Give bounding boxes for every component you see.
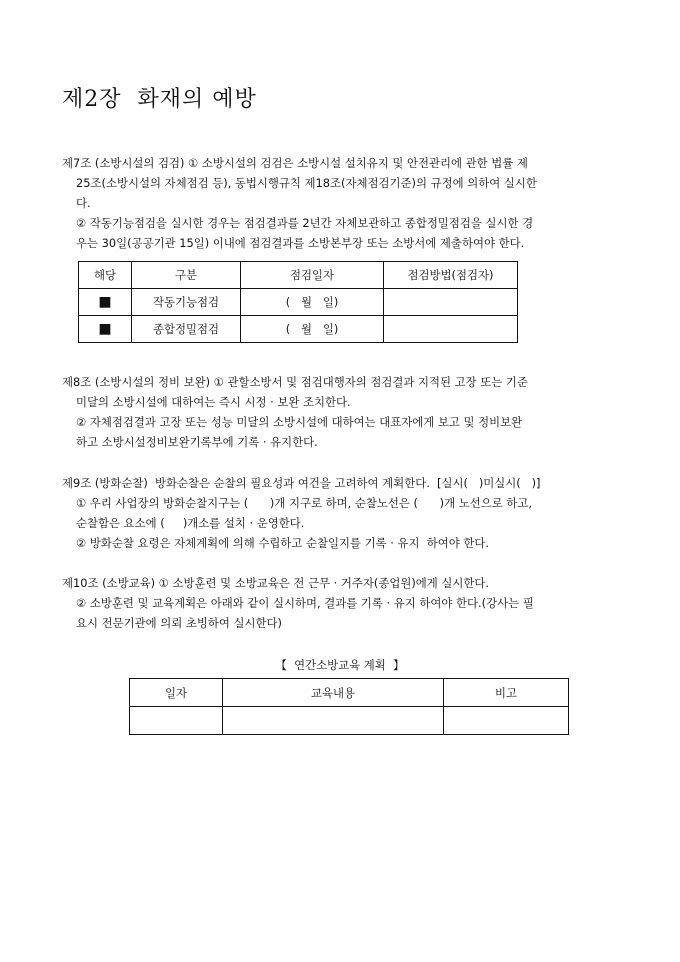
art9-line-1: 제9조 (방화순찰) 방화순찰은 순찰의 필요성과 여건을 고려하여 계획한다. [실시( )미실시( )] [62,476,541,490]
table-row [79,316,518,343]
education-plan-table [129,678,569,735]
inspection-table [78,261,518,343]
table-cell: 작동기능점검 [132,289,241,316]
art7-line-3: 다. [76,196,91,210]
col-header-remarks: 비고 [444,679,569,707]
col-header-category: 구분 [132,262,241,289]
chapter-title: 제2장 화재의 예방 [62,87,257,112]
method-cell[interactable] [384,289,518,316]
content-cell[interactable] [223,707,444,735]
table-cell: 종합정밀점검 [132,316,241,343]
checkbox-mark[interactable]: ■ [79,289,132,316]
art8-line-4: 하고 소방시설정비보완기록부에 기록 · 유지한다. [76,435,318,449]
table-header-row [130,679,569,707]
art7-line-4: ② 작동기능점검을 실시한 경우는 점검결과를 2년간 자체보관하고 종합정밀점검을 실시한 경 [76,216,534,230]
art9-line-2: ① 우리 사업장의 방화순찰지구는 ( )개 지구로 하며, 순찰노선은 ( )개 노선으로 하고, [76,496,532,510]
education-plan-caption: 【 연간소방교육 계획 】 [275,658,405,672]
table-row [130,707,569,735]
art10-line-3: 요시 전문기관에 의뢰 초빙하여 실시한다) [76,616,282,630]
col-header-applicable: 해당 [79,262,132,289]
remarks-cell[interactable] [444,707,569,735]
date-cell[interactable] [130,707,223,735]
col-header-date: 일자 [130,679,223,707]
art8-line-2: 미달의 소방시설에 대하여는 즉시 시정 · 보완 조치한다. [76,395,351,409]
col-header-method: 점검방법(점검자) [384,262,518,289]
art9-line-4: ② 방화순찰 요령은 자체계획에 의해 수립하고 순찰일지를 기록 · 유지 하여야 한다. [76,536,490,550]
date-cell[interactable]: ( 월 일) [241,289,384,316]
art7-line-5: 우는 30일(공공기관 15일) 이내에 점검결과를 소방본부장 또는 소방서에 제출하여야 한다. [76,236,525,250]
art9-line-3: 순찰함은 요소에 ( )개소를 설치 · 운영한다. [76,516,305,530]
date-cell[interactable]: ( 월 일) [241,316,384,343]
table-row [79,289,518,316]
method-cell[interactable] [384,316,518,343]
art8-line-1: 제8조 (소방시설의 정비 보완) ① 관할소방서 및 점검대행자의 점검결과 지적된 고장 또는 기준 [62,375,528,389]
art7-line-2: 25조(소방시설의 자체점검 등), 동법시행규칙 제18조(자체점검기준)의 규정에 의하여 실시한 [76,176,537,190]
art7-line-1: 제7조 (소방시설의 검검) ① 소방시설의 검검은 소방시설 설치유지 및 안전관리에 관한 법률 제 [62,156,528,170]
art10-line-2: ② 소방훈련 및 교육계획은 아래와 같이 실시하며, 결과를 기록 · 유지 하여야 한다.(강사는 필 [76,596,534,610]
art10-line-1: 제10조 (소방교육) ① 소방훈련 및 소방교육은 전 근무 · 거주자(종업원)에게 실시한다. [62,576,490,590]
checkbox-mark[interactable]: ■ [79,316,132,343]
col-header-date: 점검일자 [241,262,384,289]
col-header-content: 교육내용 [223,679,444,707]
art8-line-3: ② 자체점검결과 고장 또는 성능 미달의 소방시설에 대하여는 대표자에게 보고 및 정비보완 [76,415,523,429]
table-header-row [79,262,518,289]
